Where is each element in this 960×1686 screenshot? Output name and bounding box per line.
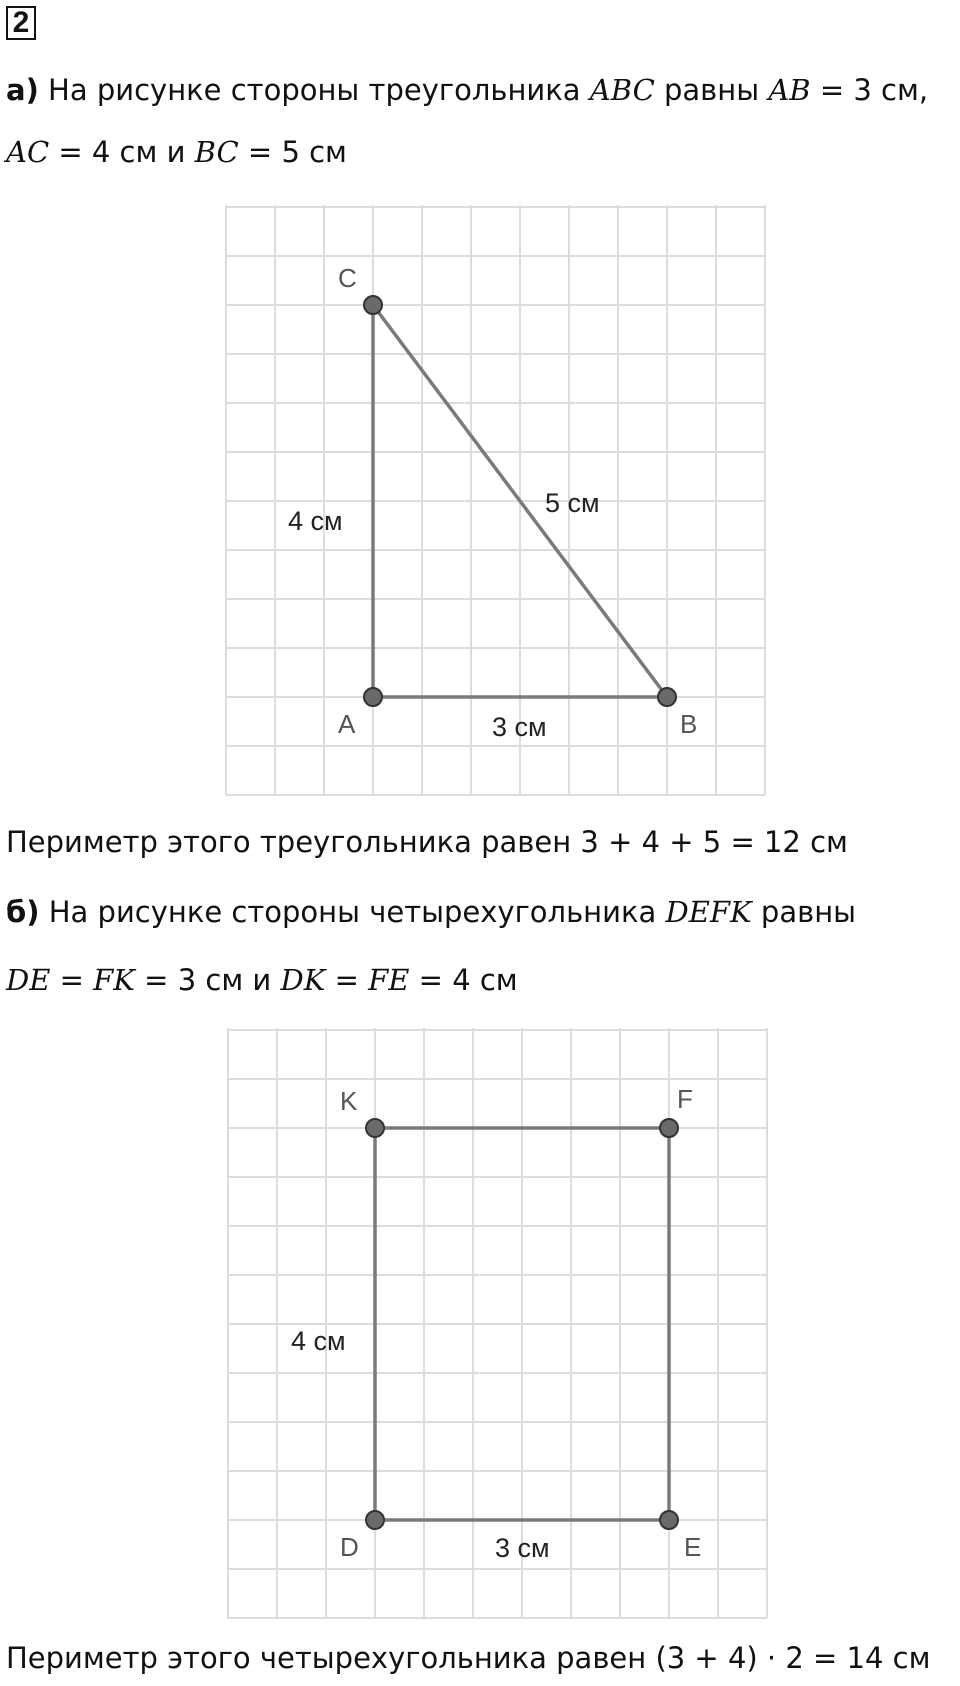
point-f bbox=[660, 1119, 678, 1137]
length-ab: 3 см bbox=[492, 712, 547, 742]
math-fe: FE bbox=[368, 963, 410, 997]
part-b-statement-line-2 bbox=[6, 962, 518, 998]
part-b-statement-line-1 bbox=[6, 894, 856, 930]
length-dk: 4 см bbox=[291, 1326, 346, 1356]
label-b: B bbox=[680, 709, 698, 739]
label-f: F bbox=[677, 1084, 693, 1114]
label-k: K bbox=[340, 1086, 358, 1116]
part-b-perimeter: Периметр этого четырехугольника равен (3 + 4) · 2 = 14 см bbox=[6, 1641, 931, 1675]
point-a bbox=[364, 688, 382, 706]
task-number: 2 bbox=[6, 6, 36, 40]
part-a-text-4: = 4 см и bbox=[49, 135, 195, 169]
label-a: A bbox=[338, 709, 356, 739]
part-b-text-6: = 4 см bbox=[409, 963, 518, 997]
length-de: 3 см bbox=[495, 1533, 550, 1563]
label-d: D bbox=[340, 1532, 359, 1562]
math-ac: AC bbox=[6, 135, 50, 169]
triangle-grid bbox=[226, 205, 765, 795]
length-bc: 5 см bbox=[545, 488, 600, 518]
part-b-text-3: = bbox=[50, 963, 94, 997]
quadrilateral-grid bbox=[228, 1028, 767, 1618]
part-b-text-4: = 3 см и bbox=[134, 963, 281, 997]
math-ab: AB bbox=[768, 73, 811, 107]
math-dk: DK bbox=[280, 963, 326, 997]
part-a-text-3: = 3 см, bbox=[810, 73, 929, 107]
part-a-perimeter: Периметр этого треугольника равен 3 + 4 + 5 = 12 см bbox=[6, 825, 848, 859]
part-a-text-5: = 5 см bbox=[238, 135, 347, 169]
length-ac: 4 см bbox=[288, 506, 343, 536]
point-e bbox=[660, 1511, 678, 1529]
part-a-text-2: равны bbox=[654, 73, 769, 107]
quadrilateral-figure bbox=[0, 1020, 960, 1625]
math-abc: ABC bbox=[589, 73, 655, 107]
part-b-text-1: На рисунке стороны четырехугольника bbox=[39, 895, 666, 929]
part-b-marker: б) bbox=[6, 895, 40, 929]
part-b-text-5: = bbox=[325, 963, 369, 997]
triangle-figure bbox=[0, 0, 960, 820]
point-c bbox=[364, 296, 382, 314]
math-defk: DEFK bbox=[665, 895, 752, 929]
point-d bbox=[366, 1511, 384, 1529]
point-b bbox=[658, 688, 676, 706]
part-b-text-2: равны bbox=[751, 895, 857, 929]
math-fk: FK bbox=[93, 963, 135, 997]
part-a-text-1: На рисунке стороны треугольника bbox=[38, 73, 590, 107]
part-a-marker: а) bbox=[6, 73, 39, 107]
math-bc: BC bbox=[194, 135, 239, 169]
math-de: DE bbox=[6, 963, 51, 997]
point-k bbox=[366, 1119, 384, 1137]
label-e: E bbox=[684, 1532, 702, 1562]
label-c: C bbox=[338, 263, 357, 293]
